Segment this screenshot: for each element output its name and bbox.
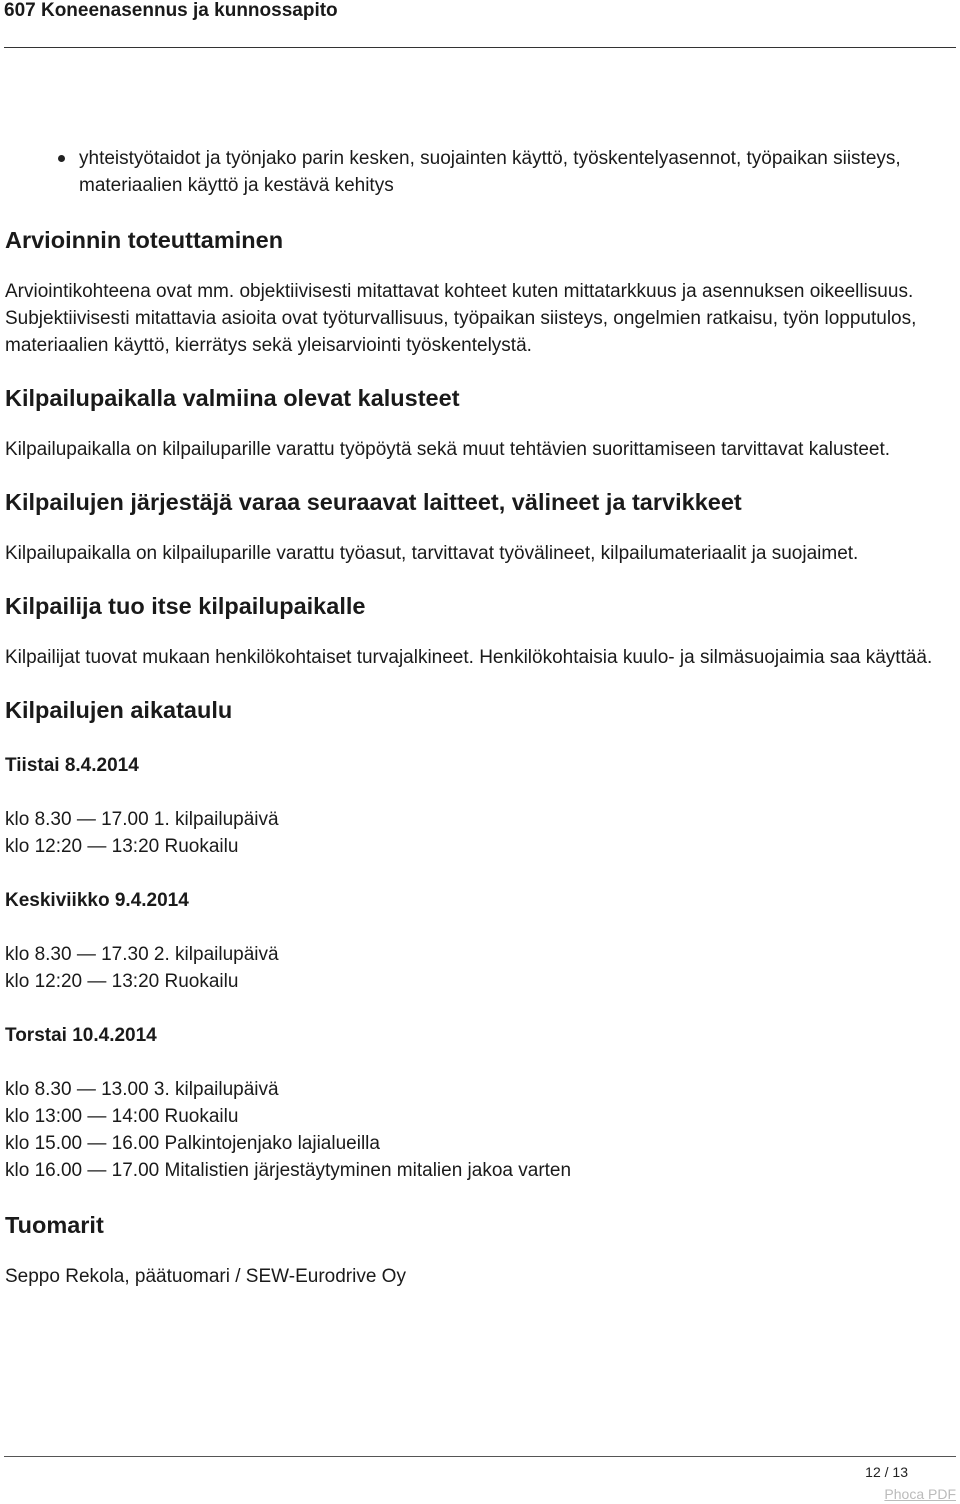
section-heading-tuomarit: Tuomarit — [5, 1212, 104, 1238]
page-title: 607 Koneenasennus ja kunnossapito — [4, 0, 338, 21]
section-heading-laitteet: Kilpailujen järjestäjä varaa seuraavat laitteet, välineet ja tarvikkeet — [5, 489, 742, 515]
section-heading-arviointi: Arvioinnin toteuttaminen — [5, 227, 284, 253]
schedule-item: klo 8.30 — 13.00 3. kilpailupäivä — [5, 1079, 279, 1100]
schedule-item: klo 15.00 — 16.00 Palkintojenjako lajialueilla — [5, 1133, 380, 1154]
section-text-tuo-itse: Kilpailijat tuovat mukaan henkilökohtaiset turvajalkineet. Henkilökohtaisia kuulo- ja silmäsuojaimia saa käyttää. — [5, 647, 933, 668]
schedule-day-torstai: Torstai 10.4.2014 — [5, 1025, 157, 1046]
schedule-item: klo 13:00 — 14:00 Ruokailu — [5, 1106, 239, 1127]
schedule-item: klo 8.30 — 17.00 1. kilpailupäivä — [5, 809, 279, 830]
schedule-day-keskiviikko: Keskiviikko 9.4.2014 — [5, 890, 189, 911]
section-heading-kalusteet: Kilpailupaikalla valmiina olevat kalusteet — [5, 385, 460, 411]
section-text-arviointi: Arviointikohteena ovat mm. objektiivisesti mitattavat kohteet kuten mittatarkkuus ja asennuksen oikeellisuus. Subjektiivisesti mitattavia asioita ovat työturvallisuus, työpaikan siisteys, ongelmien ratkaisu, työn lopputulos, materiaalien käyttö, kierrätys sekä yleisarviointi työskentelystä. — [5, 281, 917, 356]
schedule-item: klo 16.00 — 17.00 Mitalistien järjestäytyminen mitalien jakoa varten — [5, 1160, 572, 1181]
footer-divider — [4, 1456, 956, 1457]
page-number: 12 / 13 — [865, 1464, 908, 1480]
schedule-item: klo 8.30 — 17.30 2. kilpailupäivä — [5, 944, 279, 965]
schedule-item: klo 12:20 — 13:20 Ruokailu — [5, 836, 239, 857]
header-divider — [4, 47, 956, 48]
section-heading-tuo-itse: Kilpailija tuo itse kilpailupaikalle — [5, 593, 366, 619]
schedule-day-tiistai: Tiistai 8.4.2014 — [5, 755, 139, 776]
bullet-list — [5, 145, 955, 199]
document-body — [5, 145, 955, 1290]
generator-link[interactable]: Phoca PDF — [884, 1486, 956, 1502]
section-heading-aikataulu: Kilpailujen aikataulu — [5, 697, 233, 723]
list-item: yhteistyötaidot ja työnjako parin kesken, suojainten käyttö, työskentelyasennot, työpaikan siisteys, materiaalien käyttö ja kestävä kehitys — [5, 145, 955, 199]
section-text-kalusteet: Kilpailupaikalla on kilpailuparille varattu työpöytä sekä muut tehtävien suorittamiseen tarvittavat kalusteet. — [5, 439, 891, 460]
section-text-tuomarit: Seppo Rekola, päätuomari / SEW-Eurodrive Oy — [5, 1266, 406, 1287]
schedule-item: klo 12:20 — 13:20 Ruokailu — [5, 971, 239, 992]
section-text-laitteet: Kilpailupaikalla on kilpailuparille varattu työasut, tarvittavat työvälineet, kilpailumateriaalit ja suojaimet. — [5, 543, 859, 564]
